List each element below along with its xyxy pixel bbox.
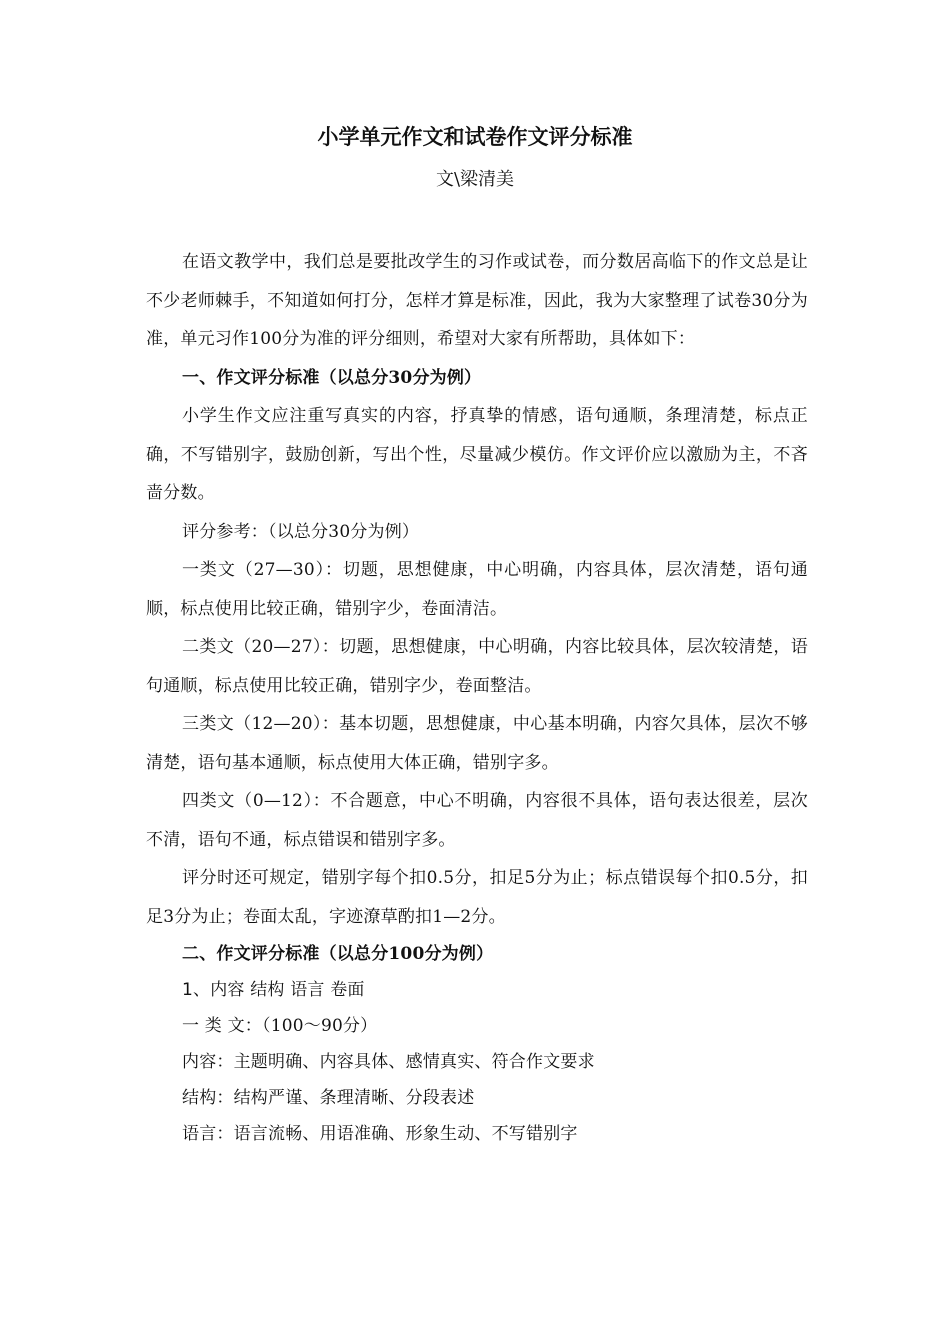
body-paragraph: 评分参考：（以总分30分为例） [182,521,420,542]
criteria-line: 一 类 文：（100～90分） [182,1016,378,1036]
grade-paragraph-4: 四类文（0—12）：不合题意，中心不明确，内容很不具体，语句表达很差，层次不清，语句不通，标点错误和错别字多。 [146,791,808,850]
document-body [146,243,808,1152]
body-paragraph: 小学生作文应注重写真实的内容，抒真挚的情感，语句通顺，条理清楚，标点正确，不写错别字，鼓励创新，写出个性，尽量减少模仿。作文评价应以激励为主，不吝啬分数。 [146,406,808,503]
criteria-line: 内容：主题明确、内容具体、感情真实、符合作文要求 [182,1052,595,1072]
grade-paragraph-2: 二类文（20—27）：切题，思想健康，中心明确，内容比较具体，层次较清楚，语句通顺，标点使用比较正确，错别字少，卷面整洁。 [146,637,808,696]
criteria-line: 结构：结构严谨、条理清晰、分段表述 [182,1088,475,1108]
criteria-line: 语言：语言流畅、用语准确、形象生动、不写错别字 [182,1124,578,1144]
grade-paragraph-1: 一类文（27—30）：切题，思想健康，中心明确，内容具体，层次清楚，语句通顺，标点使用比较正确，错别字少，卷面清洁。 [146,560,808,619]
deduction-paragraph: 评分时还可规定，错别字每个扣0.5分，扣足5分为止；标点错误每个扣0.5分，扣足3分为止；卷面太乱，字迹潦草酌扣1—2分。 [146,868,808,927]
criteria-line: 1、内容 结构 语言 卷面 [182,980,365,1000]
section-heading-2: 二、作文评分标准（以总分100分为例） [182,944,494,964]
section-heading-1: 一、作文评分标准（以总分30分为例） [182,367,482,388]
grade-paragraph-3: 三类文（12—20）：基本切题，思想健康，中心基本明确，内容欠具体，层次不够清楚，语句基本通顺，标点使用大体正确，错别字多。 [146,714,808,773]
document-author: 文\梁清美 [435,169,515,190]
intro-paragraph: 在语文教学中，我们总是要批改学生的习作或试卷，而分数居高临下的作文总是让不少老师棘手，不知道如何打分，怎样才算是标准，因此，我为大家整理了试卷30分为准，单元习作100分为准的评分细则，希望对大家有所帮助，具体如下： [146,252,808,349]
document-title: 小学单元作文和试卷作文评分标准 [317,124,633,149]
